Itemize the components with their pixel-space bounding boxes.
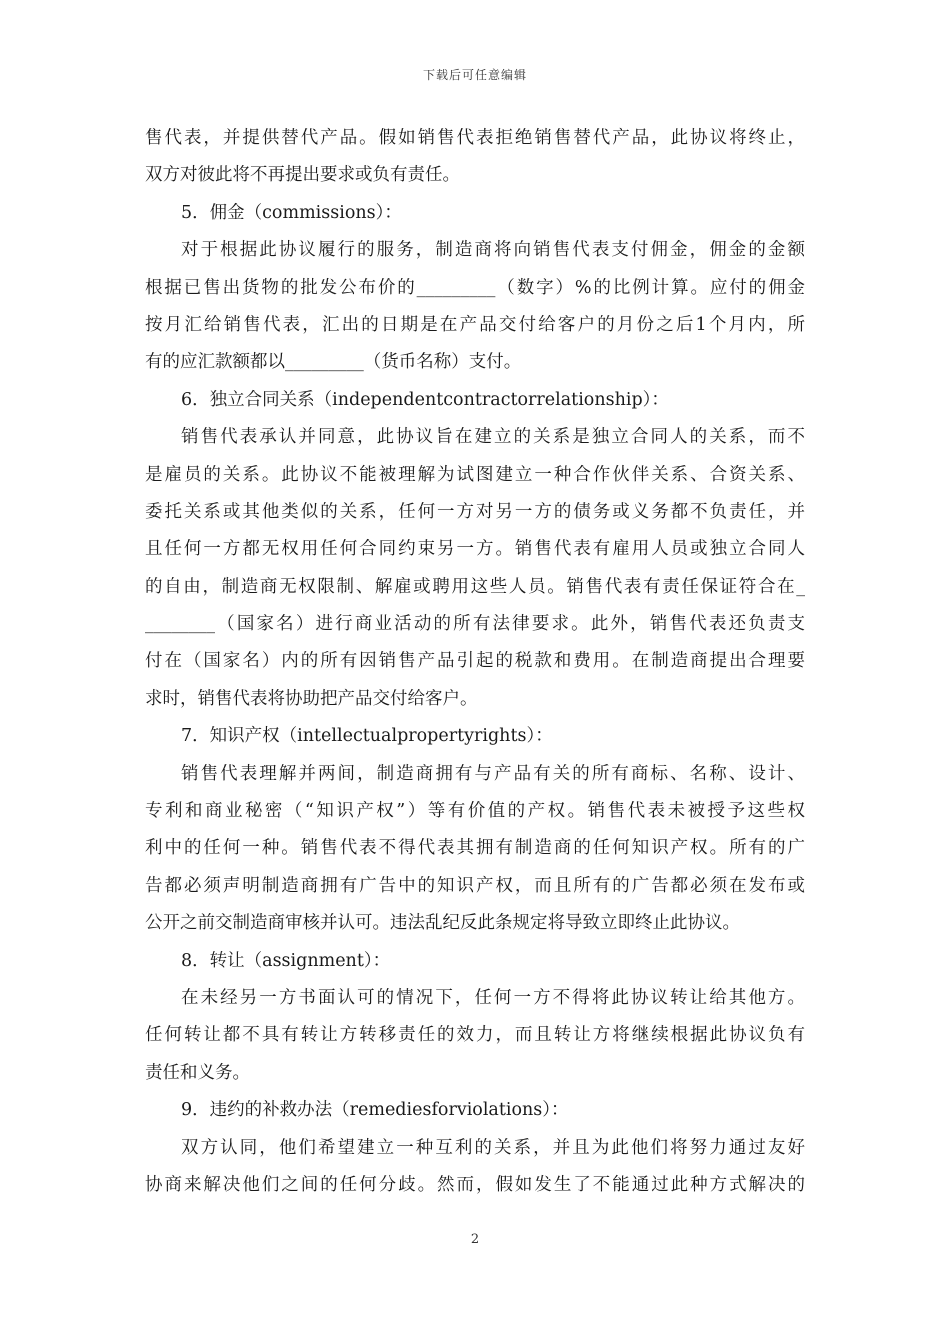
section-heading-commissions: 5．佣金（commissions）：	[181, 202, 402, 223]
paragraph-line: 求时，销售代表将协助把产品交付给客户。	[145, 688, 478, 709]
paragraph-line: 任何转让都不具有转让方转移责任的效力，而且转让方将继续根据此协议负有	[145, 1025, 805, 1046]
paragraph-line: 且任何一方都无权用任何合同约束另一方。销售代表有雇用人员或独立合同人	[145, 539, 805, 560]
paragraph-line: 销售代表承认并同意，此协议旨在建立的关系是独立合同人的关系，而不	[181, 427, 805, 448]
paragraph-line: 专利和商业秘密（“知识产权”）等有价值的产权。销售代表未被授予这些权	[145, 801, 805, 822]
page-number: 2	[470, 1232, 480, 1247]
paragraph-line: 利中的任何一种。销售代表不得代表其拥有制造商的任何知识产权。所有的广	[145, 838, 805, 859]
section-heading-independent-contractor: 6．独立合同关系（independentcontractorrelationship）：	[181, 389, 669, 410]
paragraph-line: 对于根据此协议履行的服务，制造商将向销售代表支付佣金，佣金的金额	[181, 240, 805, 261]
paragraph-line: 委托关系或其他类似的关系，任何一方对另一方的债务或义务都不负责任，并	[145, 501, 805, 522]
paragraph-line: 在未经另一方书面认可的情况下，任何一方不得将此协议转让给其他方。	[181, 987, 805, 1008]
paragraph-line: 是雇员的关系。此协议不能被理解为试图建立一种合作伙伴关系、合资关系、	[145, 464, 805, 485]
section-heading-intellectual-property: 7．知识产权（intellectualpropertyrights）：	[181, 726, 553, 747]
paragraph-line: 按月汇给销售代表，汇出的日期是在产品交付给客户的月份之后1个月内，所	[145, 314, 805, 335]
paragraph-line: ________（国家名）进行商业活动的所有法律要求。此外，销售代表还负责支	[145, 614, 805, 635]
section-heading-remedies: 9．违约的补救办法（remediesforviolations）：	[181, 1100, 569, 1121]
paragraph-line: 的自由，制造商无权限制、解雇或聘用这些人员。销售代表有责任保证符合在_	[145, 576, 805, 597]
paragraph-line: 有的应汇款额都以_________（货币名称）支付。	[145, 352, 522, 373]
paragraph-line: 协商来解决他们之间的任何分歧。然而，假如发生了不能通过此种方式解决的	[145, 1174, 805, 1195]
paragraph-line: 销售代表理解并两间，制造商拥有与产品有关的所有商标、名称、设计、	[181, 763, 805, 784]
paragraph-line: 付在（国家名）内的所有因销售产品引起的税款和费用。在制造商提出合理要	[145, 651, 805, 672]
paragraph-line: 公开之前交制造商审核并认可。违法乱纪反此条规定将导致立即终止此协议。	[145, 913, 740, 934]
paragraph-line: 售代表，并提供替代产品。假如销售代表拒绝销售替代产品，此协议将终止，	[145, 128, 805, 148]
paragraph-line: 双方认同，他们希望建立一种互利的关系，并且为此他们将努力通过友好	[181, 1137, 805, 1158]
document-body	[145, 120, 805, 1204]
paragraph-line: 双方对彼此将不再提出要求或负有责任。	[145, 165, 460, 186]
paragraph-line: 告都必须声明制造商拥有广告中的知识产权，而且所有的广告都必须在发布或	[145, 875, 805, 896]
section-heading-assignment: 8．转让（assignment）：	[181, 950, 391, 971]
page-header: 下载后可任意编辑	[422, 68, 527, 82]
paragraph-line: 根据已售出货物的批发公布价的_________（数字）%的比例计算。应付的佣金	[145, 277, 805, 298]
paragraph-line: 责任和义务。	[145, 1062, 250, 1083]
